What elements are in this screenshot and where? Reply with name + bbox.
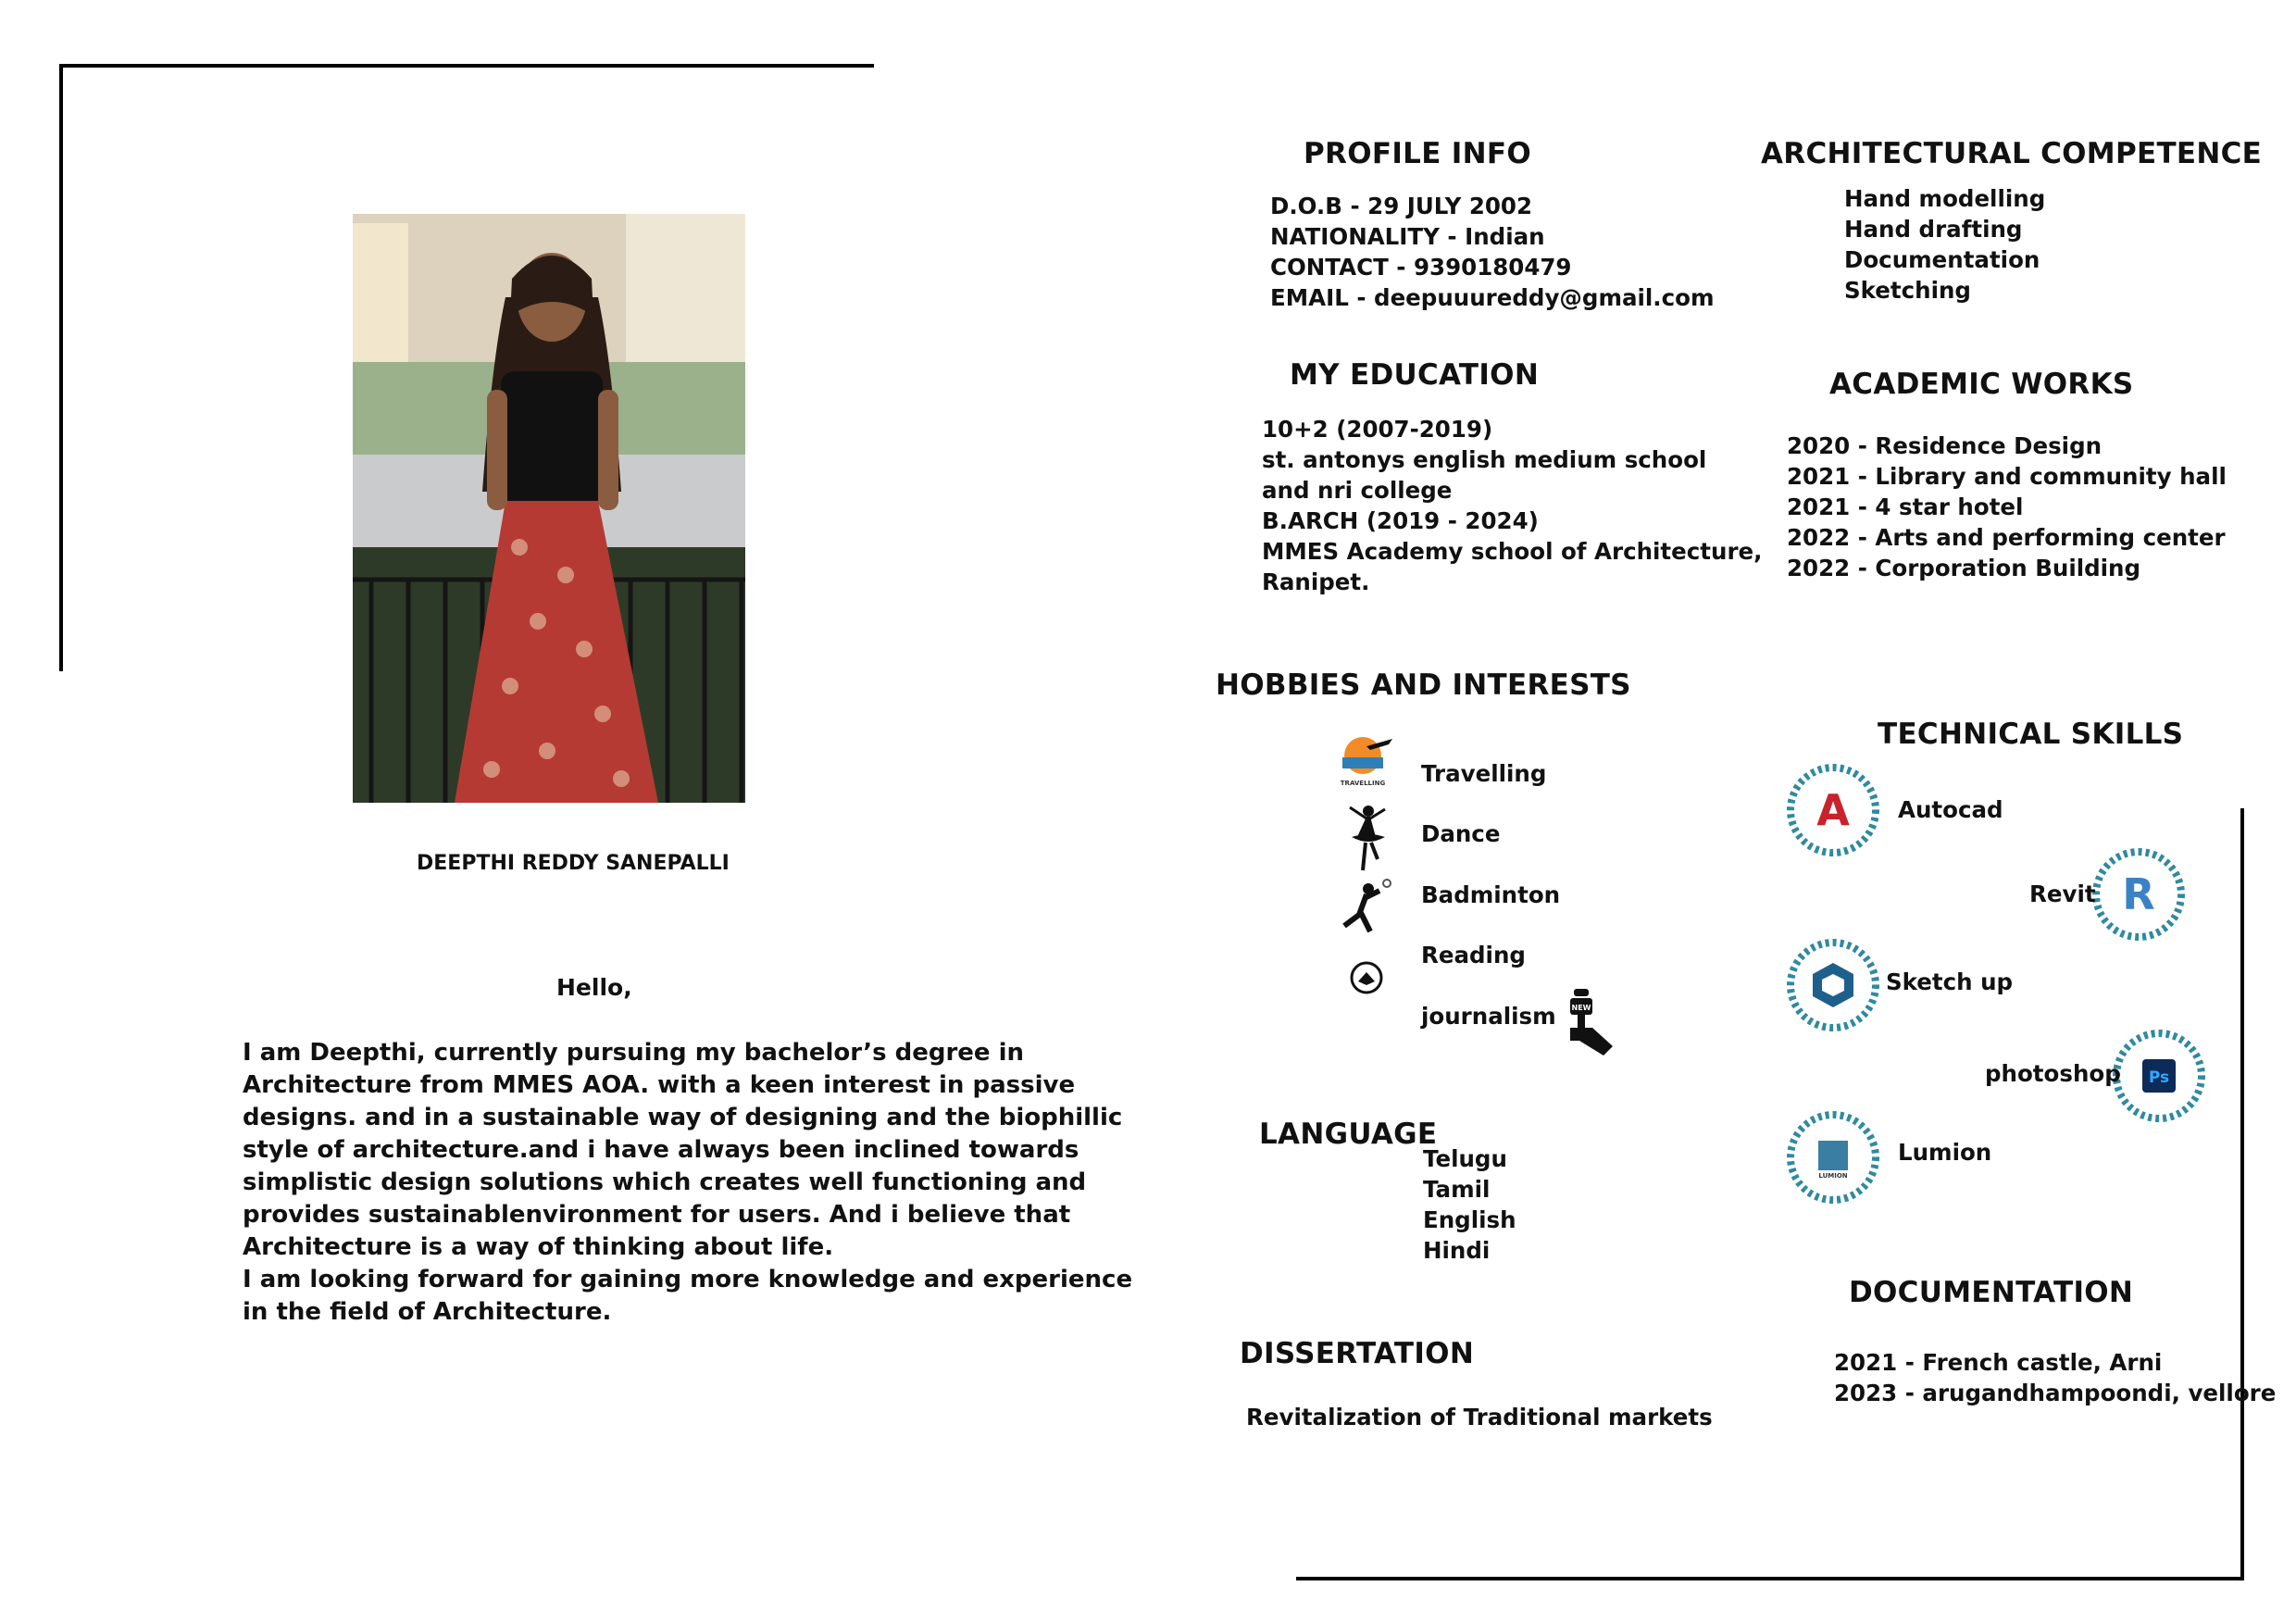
about-line: Architecture is a way of thinking about life. — [243, 1233, 834, 1261]
skill-item: Autocad — [1898, 796, 2003, 823]
documentation-heading: DOCUMENTATION — [1849, 1276, 2134, 1309]
svg-text:LUMION: LUMION — [1818, 1172, 1848, 1180]
about-line: I am Deepthi, currently pursuing my bachelor’s degree in — [243, 1039, 1025, 1067]
language-item: Telugu — [1423, 1145, 1507, 1172]
academic-list — [1787, 431, 2227, 583]
svg-text:NEW: NEW — [1571, 1004, 1591, 1012]
documentation-item: 2021 - French castle, Arni — [1834, 1349, 2163, 1376]
photoshop-icon — [2111, 1028, 2207, 1124]
sketchup-icon — [1785, 937, 1881, 1033]
academic-item: 2022 - Corporation Building — [1787, 555, 2141, 581]
lumion-icon — [1785, 1109, 1881, 1206]
language-item: English — [1423, 1206, 1516, 1233]
greeting: Hello, — [556, 974, 632, 1001]
academic-item: 2020 - Residence Design — [1787, 432, 2103, 459]
documentation-item: 2023 - arugandhampoondi, vellore — [1834, 1380, 2277, 1406]
profile-line: D.O.B - 29 JULY 2002 — [1270, 193, 1533, 219]
education-heading: MY EDUCATION — [1290, 358, 1540, 392]
hobby-item: journalism — [1421, 1003, 1556, 1030]
competence-list — [1844, 183, 2045, 306]
education-line: and nri college — [1262, 477, 1453, 504]
profile-photo — [353, 214, 745, 803]
about-line: style of architecture.and i have always been inclined towards — [243, 1136, 1079, 1164]
hobby-item: Reading — [1421, 942, 1526, 968]
svg-text:TRAVELLING: TRAVELLING — [1340, 780, 1386, 787]
education-line: 10+2 (2007-2019) — [1262, 416, 1493, 443]
profile-list — [1270, 191, 1715, 313]
language-item: Tamil — [1423, 1176, 1491, 1203]
dissertation-text: Revitalization of Traditional markets — [1246, 1404, 1713, 1430]
language-list — [1423, 1143, 1516, 1266]
svg-text:R: R — [2122, 869, 2155, 919]
language-heading: LANGUAGE — [1259, 1118, 1438, 1151]
svg-text:Ps: Ps — [2148, 1068, 2170, 1087]
competence-item: Hand modelling — [1844, 185, 2046, 212]
dance-icon — [1339, 804, 1398, 863]
reading-icon — [1348, 959, 1385, 996]
about-paragraph — [243, 1037, 1132, 1329]
skill-item: photoshop — [1985, 1060, 2121, 1087]
competence-item: Documentation — [1844, 246, 2040, 273]
hobby-item: Dance — [1421, 820, 1501, 847]
academic-item: 2022 - Arts and performing center — [1787, 524, 2226, 551]
revit-icon — [2090, 846, 2187, 943]
hobby-item: Badminton — [1421, 881, 1561, 908]
education-line: st. antonys english medium school — [1262, 446, 1707, 473]
skill-item: Sketch up — [1886, 968, 2014, 995]
travel-icon — [1339, 733, 1398, 793]
education-line: Ranipet. — [1262, 568, 1370, 595]
badminton-icon — [1333, 878, 1392, 937]
frame-bottom-right-horizontal — [1296, 1577, 2244, 1580]
hobbies-heading: HOBBIES AND INTERESTS — [1216, 668, 1631, 702]
about-line: in the field of Architecture. — [243, 1298, 612, 1326]
skill-item: Lumion — [1898, 1139, 1992, 1166]
svg-text:A: A — [1816, 785, 1850, 835]
technical-heading: TECHNICAL SKILLS — [1878, 718, 2184, 751]
frame-top-left-horizontal — [59, 64, 874, 68]
profile-line: EMAIL - deepuuureddy@gmail.com — [1270, 284, 1715, 311]
about-line: I am looking forward for gaining more knowledge and experience — [243, 1266, 1133, 1293]
profile-heading: PROFILE INFO — [1304, 137, 1531, 170]
profile-line: CONTACT - 9390180479 — [1270, 254, 1572, 281]
about-line: simplistic design solutions which creates well functioning and — [243, 1168, 1087, 1196]
education-line: MMES Academy school of Architecture, — [1262, 538, 1763, 565]
documentation-list — [1834, 1347, 2276, 1408]
frame-top-left-vertical — [59, 64, 63, 671]
autocad-icon — [1785, 762, 1881, 858]
full-name: DEEPTHI REDDY SANEPALLI — [417, 852, 730, 875]
education-line: B.ARCH (2019 - 2024) — [1262, 507, 1539, 534]
dissertation-heading: DISSERTATION — [1240, 1337, 1475, 1370]
competence-item: Hand drafting — [1844, 216, 2023, 243]
education-list — [1262, 414, 1762, 597]
hobby-item: Travelling — [1421, 760, 1547, 787]
competence-item: Sketching — [1844, 277, 1971, 304]
about-line: provides sustainablenvironment for users. And i believe that — [243, 1201, 1071, 1229]
academic-item: 2021 - Library and community hall — [1787, 463, 2227, 490]
profile-line: NATIONALITY - Indian — [1270, 223, 1545, 250]
academic-item: 2021 - 4 star hotel — [1787, 493, 2024, 520]
language-item: Hindi — [1423, 1237, 1491, 1264]
about-line: designs. and in a sustainable way of designing and the biophillic — [243, 1104, 1123, 1131]
competence-heading: ARCHITECTURAL COMPETENCE — [1761, 137, 2263, 170]
journalism-icon — [1561, 987, 1616, 1057]
about-line: Architecture from MMES AOA. with a keen interest in passive — [243, 1071, 1076, 1099]
frame-bottom-right-vertical — [2240, 808, 2244, 1580]
academic-heading: ACADEMIC WORKS — [1829, 368, 2134, 401]
skill-item: Revit — [2029, 881, 2096, 907]
